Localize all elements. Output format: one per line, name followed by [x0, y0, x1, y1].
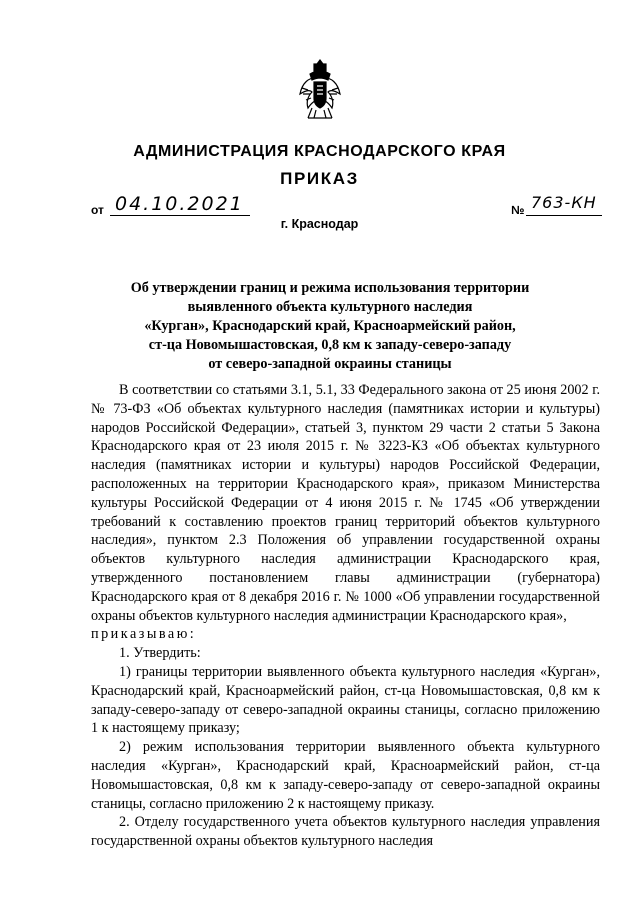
clause-1-2: 2) режим использования территории выявленного объекта культурного наследия «Курган», Краснодарский край, Красноармейский район, ст-ца Новомышастовская, 0,8 км к западу-северо-западу от северо-западной окраины станицы, согласно приложению 2 к настоящему приказу.	[91, 739, 600, 812]
document-type: ПРИКАЗ	[280, 169, 359, 188]
number-underline	[526, 215, 602, 216]
document-body	[91, 381, 600, 851]
clause-1-1: 1) границы территории выявленного объекта культурного наследия «Курган», Краснодарский край, Красноармейский район, ст-ца Новомышастовская, 0,8 км к западу-северо-западу от северо-западной окраины станицы, согласно приложению 1 к настоящему приказу;	[91, 663, 600, 737]
clause-1: 1. Утвердить:	[119, 645, 201, 662]
title-line: «Курган», Краснодарский край, Красноармейский район,	[144, 318, 516, 334]
coat-of-arms-icon	[298, 58, 342, 120]
title-line: ст-ца Новомышастовская, 0,8 км к западу-северо-западу	[148, 337, 512, 353]
clause-2: 2. Отделу государственного учета объектов культурного наследия управления государственной охраны объектов культурного наследия	[91, 814, 600, 850]
title-line: от северо-западной окраины станицы	[208, 356, 452, 372]
date-prefix: от	[91, 203, 104, 217]
date-value-handwritten: 04.10.2021	[115, 193, 244, 215]
preamble-paragraph: В соответствии со статьями 3.1, 5.1, 33 Федерального закона от 25 июня 2002 г. № 73-ФЗ «Об объектах культурного наследия (памятниках истории и культуры) народов Российской Федерации», статьей 3, пунктом 29 части 2 статьи 5 Закона Краснодарского края от 23 июля 2015 г. № 3223-КЗ «Об объектах культурного наследия (памятниках истории и культуры) народов Российской Федерации, расположенных на территории Краснодарского края», приказом Министерства культуры Российской Федерации от 4 июня 2015 г. № 1745 «Об утверждении требований к составлению проектов границ территорий объектов культурного наследия», пунктом 2.3 Положения об управлении государственной охраны объектов культурного наследия администрации Краснодарского края, утвержденного постановлением главы администрации (губернатора) Краснодарского края от 8 декабря 2016 г. № 1000 «Об управлении государственной охраны объектов культурного наследия администрации Краснодарского края»,	[91, 382, 600, 624]
number-prefix: №	[511, 203, 525, 217]
title-line: выявленного объекта культурного наследия	[187, 299, 473, 315]
document-title	[60, 279, 600, 374]
number-value-handwritten: 763-КН	[531, 193, 597, 212]
order-word: приказываю:	[91, 626, 197, 643]
organization-name: АДМИНИСТРАЦИЯ КРАСНОДАРСКОГО КРАЯ	[133, 143, 506, 160]
date-underline	[110, 215, 250, 216]
title-line: Об утверждении границ и режима использования территории	[130, 280, 530, 296]
city-name: г. Краснодар	[280, 217, 359, 231]
